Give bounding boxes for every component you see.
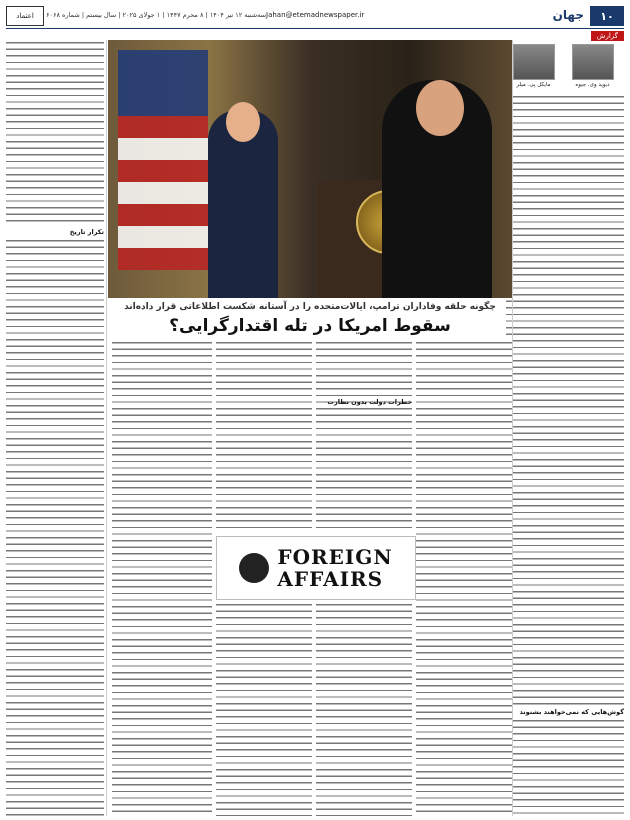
headline-kicker: چگونه حلقه وفاداران ترامپ، ایالات‌متحده را در آستانه شکست اطلاعاتی قرار داده‌اند <box>124 302 496 312</box>
article-column <box>506 718 624 814</box>
logo-line: AFFAIRS <box>277 567 384 591</box>
page-header <box>6 6 624 26</box>
subheading: تکرار تاریخ <box>69 228 104 236</box>
author-block <box>506 44 624 90</box>
person-face <box>416 80 464 136</box>
article-column <box>6 238 104 816</box>
subheading: گوش‌هایی که نمی‌خواهند بشنوند <box>519 708 624 716</box>
dateline: سه‌شنبه ۱۲ تیر ۱۴۰۴ | ۸ محرم ۱۴۴۷ | ۱ جولای ۲۰۲۵ | سال بیستم | شماره ۶۰۶۸ <box>46 11 267 19</box>
foreign-affairs-logo-box <box>216 536 416 600</box>
section-title: جهان <box>552 8 584 22</box>
header-rule <box>6 28 624 29</box>
article-column <box>216 340 312 530</box>
column-divider <box>106 40 107 816</box>
author-photo <box>513 44 555 80</box>
subheading: خطرات دولت بدون نظارت <box>327 398 412 406</box>
column-divider <box>512 40 513 816</box>
flag-graphic <box>118 50 208 270</box>
newspaper-logo: اعتماد <box>6 6 44 26</box>
page-number: ۱۰ <box>590 6 624 26</box>
section-email: Jahan@etemadnewspaper.ir <box>266 11 365 19</box>
foreign-affairs-logo <box>277 546 392 590</box>
author-photo <box>572 44 614 80</box>
article-column <box>506 94 624 706</box>
author <box>565 44 620 90</box>
horseman-emblem-icon <box>239 553 269 583</box>
article-column <box>316 340 412 530</box>
article-column <box>316 602 412 816</box>
author-name: مایکل پی. میلر <box>516 82 551 88</box>
article-column <box>112 340 212 816</box>
headline: سقوط امریکا در تله اقتدارگرایی؟ <box>169 316 451 336</box>
logo-line: FOREIGN <box>277 545 393 569</box>
person-face <box>226 102 260 142</box>
article-column <box>6 40 104 226</box>
author <box>506 44 561 90</box>
article-column <box>216 602 312 816</box>
article-column <box>416 340 512 816</box>
article-photo <box>108 40 512 298</box>
report-tag: گزارش <box>591 31 624 41</box>
author-name: دیوید وی. جیوه <box>575 82 610 88</box>
